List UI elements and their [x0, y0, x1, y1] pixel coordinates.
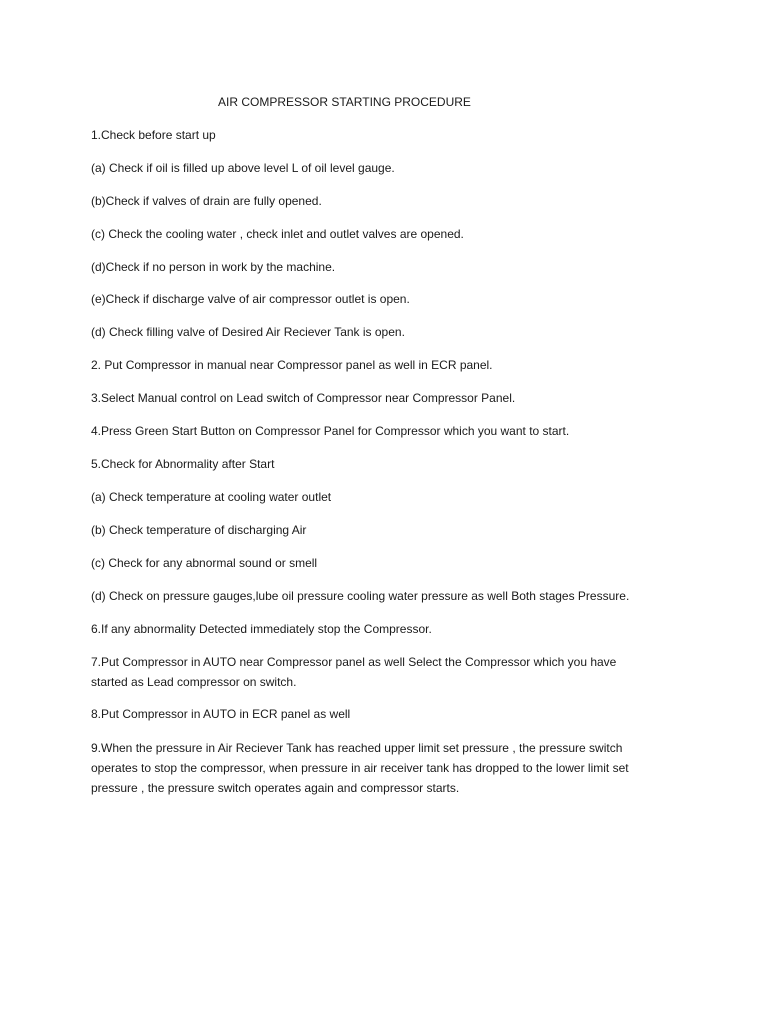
step-7: [91, 652, 691, 692]
step-7-line-2: started as Lead compressor on switch.: [91, 675, 297, 689]
step-6: 6.If any abnormality Detected immediately stop the Compressor.: [91, 622, 432, 636]
step-3: 3.Select Manual control on Lead switch of Compressor near Compressor Panel.: [91, 391, 516, 405]
step-9: [91, 738, 691, 798]
step-8: 8.Put Compressor in AUTO in ECR panel as well: [91, 707, 351, 721]
step-1e: (e)Check if discharge valve of air compressor outlet is open.: [91, 292, 410, 306]
step-9-line-2: operates to stop the compressor, when pressure in air receiver tank has dropped to the lower limit set: [91, 761, 629, 775]
step-7-line-1: 7.Put Compressor in AUTO near Compressor panel as well Select the Compressor which you have: [91, 655, 617, 669]
step-5d: (d) Check on pressure gauges,lube oil pressure cooling water pressure as well Both stages Pressure.: [91, 589, 630, 603]
step-5-heading: 5.Check for Abnormality after Start: [91, 457, 275, 471]
step-1f: (d) Check filling valve of Desired Air Reciever Tank is open.: [91, 325, 405, 339]
document-title: AIR COMPRESSOR STARTING PROCEDURE: [218, 95, 471, 109]
step-1c: (c) Check the cooling water , check inlet and outlet valves are opened.: [91, 227, 464, 241]
step-2: 2. Put Compressor in manual near Compressor panel as well in ECR panel.: [91, 358, 493, 372]
step-1d: (d)Check if no person in work by the machine.: [91, 260, 336, 274]
step-1-heading: 1.Check before start up: [91, 128, 216, 142]
step-9-line-3: pressure , the pressure switch operates again and compressor starts.: [91, 781, 460, 795]
step-5c: (c) Check for any abnormal sound or smell: [91, 556, 318, 570]
step-9-line-1: 9.When the pressure in Air Reciever Tank has reached upper limit set pressure , the pressure switch: [91, 741, 623, 755]
step-1a: (a) Check if oil is filled up above level L of oil level gauge.: [91, 161, 395, 175]
step-5b: (b) Check temperature of discharging Air: [91, 523, 307, 537]
step-1b: (b)Check if valves of drain are fully opened.: [91, 194, 322, 208]
step-5a: (a) Check temperature at cooling water outlet: [91, 490, 332, 504]
step-4: 4.Press Green Start Button on Compressor Panel for Compressor which you want to start.: [91, 424, 570, 438]
